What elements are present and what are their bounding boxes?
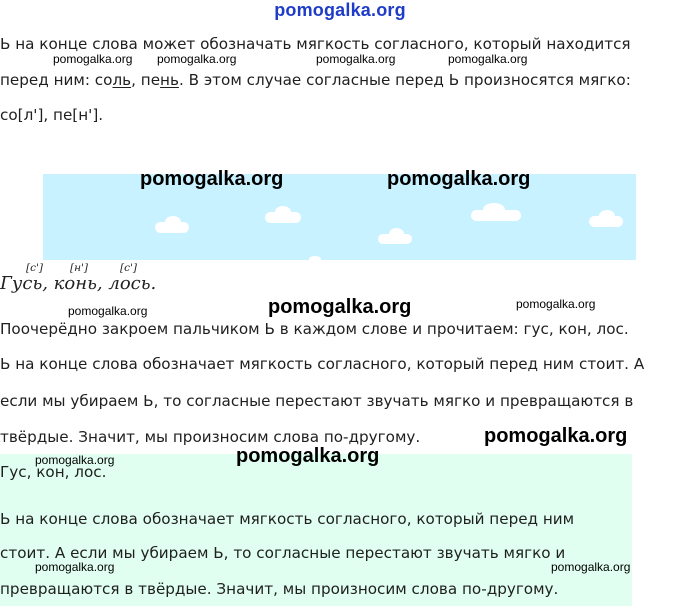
watermark-small: pomogalka.org — [53, 52, 133, 66]
paragraph2-line3: если мы убираем Ь, то согласные перестают звучать мягко и превращаются в — [0, 392, 634, 410]
paragraph1-line3: со[л'], пе[н']. — [0, 106, 104, 124]
watermark-large: pomogalka.org — [484, 425, 628, 447]
watermark-header: pomogalka.org — [274, 0, 406, 20]
paragraph2-line1: Поочерёдно закроем пальчиком Ь в каждом слове и прочитаем: гус, кон, лос. — [0, 320, 629, 338]
answer-line2: Ь на конце слова обозначает мягкость согласного, который перед ним — [0, 510, 575, 528]
cloud-shape — [483, 203, 505, 216]
paragraph2-line4: твёрдые. Значит, мы произносим слова по-другому. — [0, 428, 421, 446]
watermark-small: pomogalka.org — [68, 304, 148, 318]
answer-line1: Гус, кон, лос. — [0, 463, 107, 481]
watermark-small: pomogalka.org — [35, 560, 115, 574]
watermark-small: pomogalka.org — [35, 453, 115, 467]
answer-line3: стоит. А если мы убираем Ь, то согласные перестают звучать мягко и — [0, 544, 566, 562]
watermark-small: pomogalka.org — [516, 297, 596, 311]
watermark-small: pomogalka.org — [316, 52, 396, 66]
cloud-shape — [389, 228, 404, 240]
phonetic-mark-2: [н'] — [70, 262, 88, 274]
handwritten-example: Гусь, конь, лось. — [0, 273, 157, 294]
p1-l2c: , пе — [131, 71, 161, 89]
watermark-small: pomogalka.org — [551, 560, 631, 574]
cloud-shape — [165, 216, 181, 228]
cloud-shape — [599, 210, 615, 222]
sky-banner — [43, 174, 636, 260]
watermark-large: pomogalka.org — [268, 296, 412, 318]
cloud-shape — [275, 206, 291, 218]
watermark-small: pomogalka.org — [157, 52, 237, 66]
watermark-large: pomogalka.org — [387, 168, 531, 190]
paragraph2-line2: Ь на конце слова обозначает мягкость согласного, который перед ним стоит. А — [0, 355, 645, 373]
watermark-large: pomogalka.org — [140, 168, 284, 190]
paragraph1-line1: Ь на конце слова может обозначать мягкость согласного, который находится — [0, 35, 631, 53]
phonetic-mark-1: [с'] — [26, 262, 43, 274]
watermark-large: pomogalka.org — [236, 445, 380, 467]
p1-l2e: . В этом случае согласные перед Ь произносятся мягко: — [178, 71, 631, 89]
cloud-shape — [309, 256, 321, 262]
p1-l2a: перед ним: со — [0, 71, 113, 89]
watermark-small: pomogalka.org — [448, 52, 528, 66]
answer-line4: превращаются в твёрдые. Значит, мы произносим слова по-другому. — [0, 580, 559, 598]
paragraph1-line2 — [0, 62, 631, 99]
phonetic-mark-3: [с'] — [120, 262, 137, 274]
soft-sign-example-1: ль — [112, 71, 132, 89]
soft-sign-example-2: нь — [160, 71, 179, 89]
